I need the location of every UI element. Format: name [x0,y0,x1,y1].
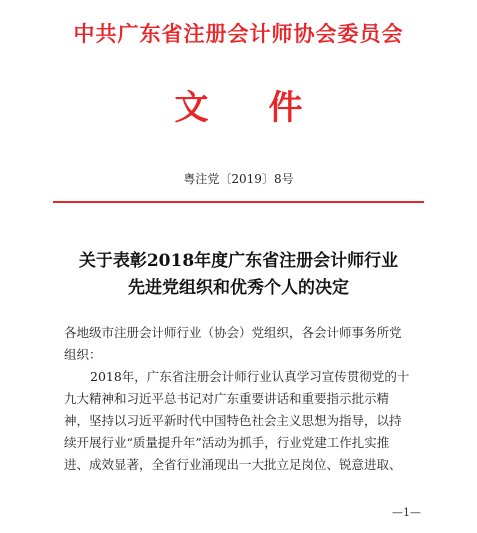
red-divider-line [53,201,424,203]
body-line: 神，坚持以习近平新时代中国特色社会主义思想为指导，以持 [64,413,402,428]
body-line: 2018年，广东省注册会计师行业认真学习宣传贯彻党的十 [90,369,410,384]
document-title [0,248,477,302]
body-line: 进、成效显著，全省行业涌现出一大批立足岗位、锐意进取、 [64,457,402,472]
title-line-2: 先进党组织和优秀个人的决定 [128,278,349,298]
issuer-name: 中共广东省注册会计师协会委员会 [73,22,404,46]
body-line: 各地级市注册会计师行业（协会）党组织，各会计师事务所党 [64,325,402,340]
body-line: 续开展行业“质量提升年”活动为抓手，行业党建工作扎实推 [64,435,390,450]
document-body [64,322,428,476]
document-number: 粤注党〔2019〕8号 [183,172,294,186]
document-type: 文件 [174,88,363,128]
body-line: 组织： [64,347,102,362]
title-line-1: 关于表彰2018年度广东省注册会计师行业 [78,251,399,271]
page-number: —1— [392,506,421,519]
body-line: 九大精神和习近平总书记对广东重要讲话和重要指示批示精 [64,391,390,406]
